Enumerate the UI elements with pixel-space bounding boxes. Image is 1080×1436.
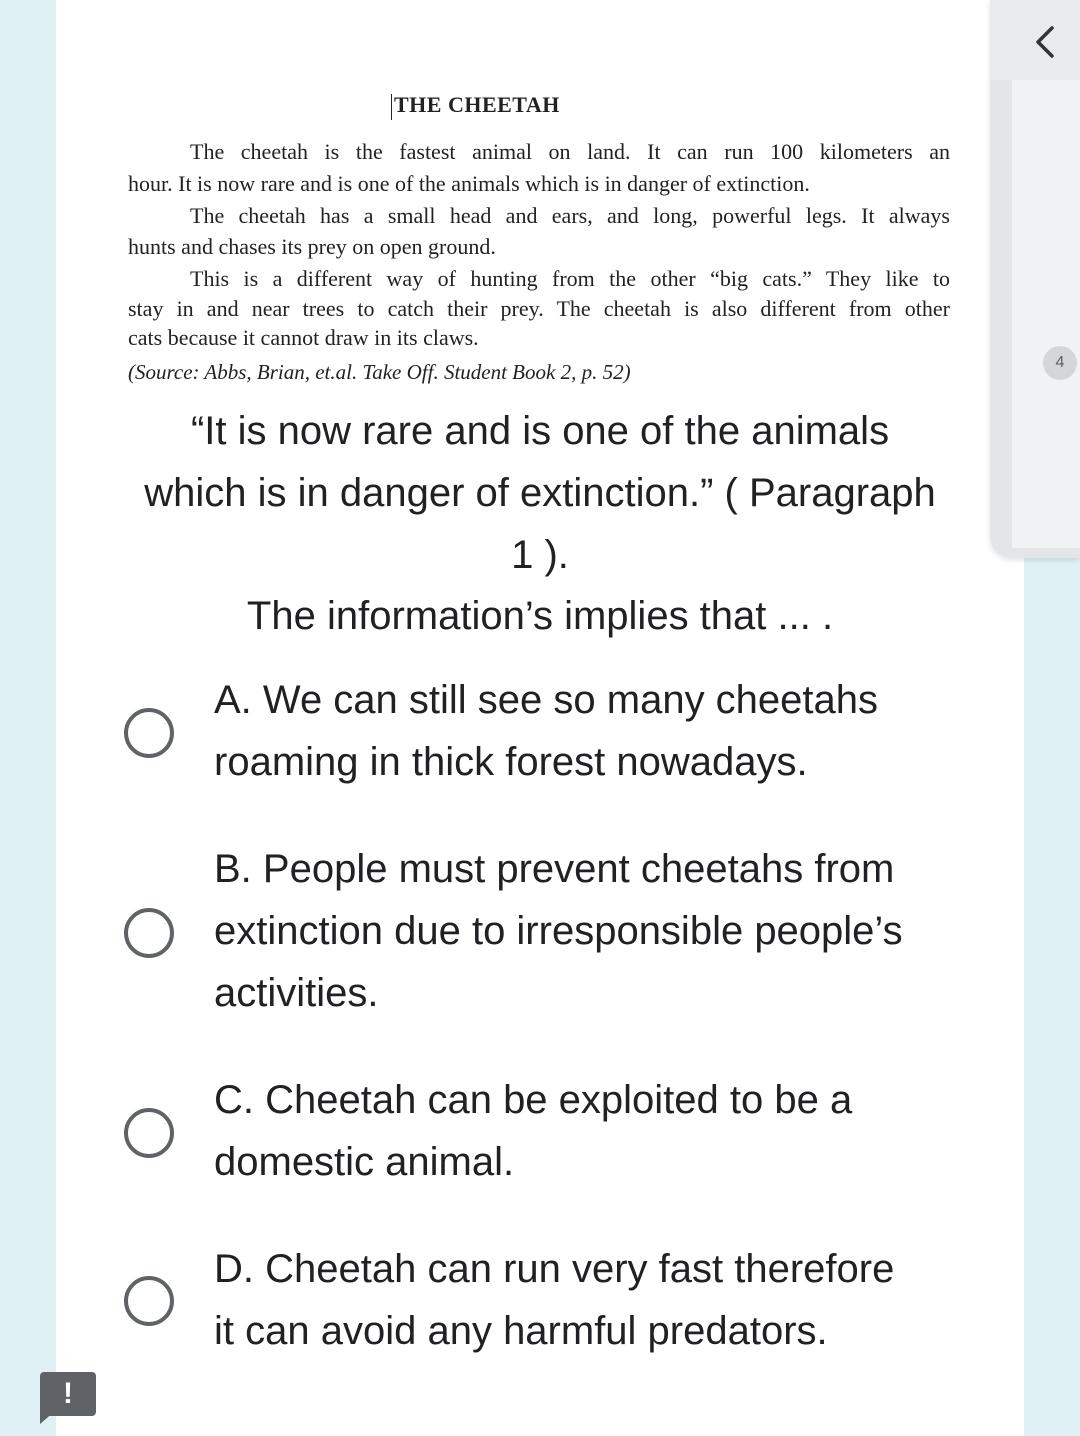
- feedback-icon[interactable]: !: [40, 1372, 96, 1416]
- passage-line: The cheetah is the fastest animal on land. It can run 100 kilometers an: [190, 139, 950, 164]
- radio-button-b[interactable]: [124, 908, 174, 958]
- chevron-left-icon[interactable]: [1030, 22, 1060, 62]
- option-d-label: it can avoid any harmful predators.: [214, 1309, 828, 1353]
- option-c-label: domestic animal.: [214, 1140, 515, 1184]
- question-quote-line: 1 ).: [511, 533, 569, 577]
- option-b-label: B. People must prevent cheetahs from: [214, 847, 895, 891]
- passage-line: The cheetah has a small head and ears, and long, powerful legs. It always: [190, 203, 950, 228]
- passage-line: stay in and near trees to catch their prey. The cheetah is also different from other: [128, 296, 950, 321]
- question-quote-line: “It is now rare and is one of the animals: [190, 409, 890, 453]
- radio-button-c[interactable]: [124, 1108, 174, 1158]
- option-b-label: activities.: [214, 971, 379, 1015]
- option-d-label: D. Cheetah can run very fast therefore: [214, 1247, 895, 1291]
- option-b-label: extinction due to irresponsible people’s: [214, 909, 903, 953]
- passage-title: THE CHEETAH: [394, 92, 560, 117]
- passage-line: cats because it cannot draw in its claws.: [128, 325, 479, 350]
- feedback-icon-tail: [40, 1412, 54, 1424]
- page-number-badge[interactable]: 4: [1043, 346, 1077, 380]
- question-quote-line: which is in danger of extinction.” ( Paragraph: [144, 471, 936, 515]
- radio-button-a[interactable]: [124, 708, 174, 758]
- question-prompt: The information’s implies that ... .: [246, 594, 834, 638]
- passage-line: hour. It is now rare and is one of the animals which is in danger of extinction.: [128, 171, 810, 196]
- side-panel-track: [1012, 80, 1080, 548]
- option-a-label: A. We can still see so many cheetahs: [214, 678, 879, 722]
- passage-source: (Source: Abbs, Brian, et.al. Take Off. Student Book 2, p. 52): [128, 360, 631, 384]
- option-a-label: roaming in thick forest nowadays.: [214, 740, 808, 784]
- passage-line: hunts and chases its prey on open ground.: [128, 234, 496, 259]
- passage-line: This is a different way of hunting from the other “big cats.” They like to: [190, 266, 950, 291]
- option-c-label: C. Cheetah can be exploited to be a: [214, 1078, 853, 1122]
- radio-button-d[interactable]: [124, 1276, 174, 1326]
